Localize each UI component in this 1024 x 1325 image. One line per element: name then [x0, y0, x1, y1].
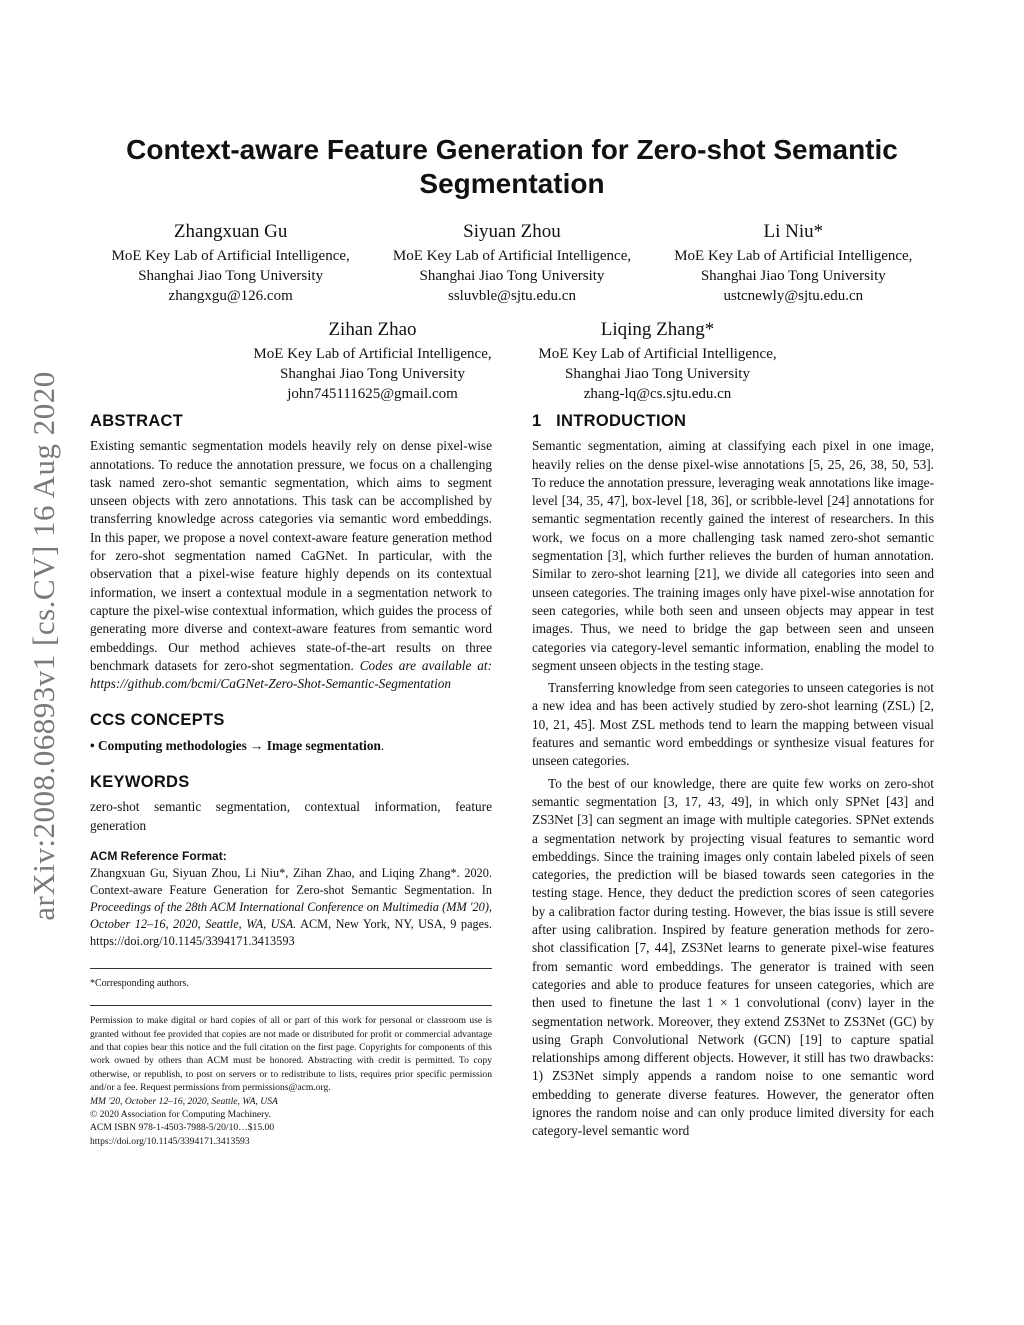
permission-text: Permission to make digital or hard copies of all or part of this work for personal or classroom use is granted without fee provided that copies are not made or distributed for profit or commercial advantage and that copies bear this notice and the full citation on the first page. Copyrights for components of this work owned by others than ACM must be honored. Abstracting with credit is permitted. To copy otherwise, or republish, to post on servers or to redistribute to lists, requires prior specific permission and/or a fee. Request permissions from permissions@acm.org.: [90, 1015, 492, 1094]
corresponding-footnote: *Corresponding authors.: [90, 978, 189, 990]
author-block: [393, 220, 631, 306]
acm-reference-venue: Proceedings of the 28th ACM International Conference on Multimedia (MM '20), October 12–16, 2020, Seattle, WA, USA.: [90, 900, 492, 932]
intro-paragraph-1: Semantic segmentation, aiming at classifying each pixel in one image, heavily relies on the dense pixel-wise annotations [5, 25, 26, 38, 50, 53]. To reduce the annotation pressure, leveraging weak annotations like image-level [34, 35, 47], box-level [18, 36], or scribble-level [24] annotations for semantic segmentation recently gained the interest of researchers. In this work, we focus on a more challenging task named zero-shot semantic segmentation [3], which further relieves the burden of human annotation. Similar to zero-shot learning [21], we divide all categories into seen and unseen categories. The training images only have pixel-wise annotation for seen categories, while both seen and unseen objects may appear in test images. Thus, we need to bridge the gap between seen and unseen categories via category-level semantic information, enabling the model to segment unseen objects in the testing stage.: [532, 438, 934, 673]
author-name: Zihan Zhao: [328, 319, 417, 340]
author-university: Shanghai Jiao Tong University: [419, 268, 605, 284]
author-email[interactable]: ustcnewly@sjtu.edu.cn: [723, 288, 864, 304]
footnote-divider: [90, 968, 492, 969]
author-university: Shanghai Jiao Tong University: [280, 366, 465, 382]
arxiv-identifier: [24, 346, 64, 946]
author-email[interactable]: zhang-lq@cs.sjtu.edu.cn: [583, 386, 732, 402]
acm-reference-heading: ACM Reference Format:: [90, 848, 227, 863]
right-column: [532, 412, 934, 1141]
permission-doi[interactable]: https://doi.org/10.1145/3394171.3413593: [90, 1135, 250, 1147]
permission-block: [90, 1014, 492, 1148]
intro-paragraph-2: Transferring knowledge from seen categories to unseen categories is not a new idea and has been actively studied by zero-shot learning (ZSL) [2, 10, 21, 45]. Most ZSL methods tend to learn the mapping between visual features and semantic word embeddings or synthesize visual features for unseen categories.: [532, 680, 934, 769]
abstract-heading: ABSTRACT: [90, 412, 184, 430]
author-affiliation: MoE Key Lab of Artificial Intelligence,: [253, 346, 492, 362]
permission-divider: [90, 1005, 492, 1006]
intro-paragraph-3: To the best of our knowledge, there are quite few works on zero-shot semantic segmentation [3, 17, 43, 49], in which only SPNet [43] and ZS3Net [3] can segment an image with multiple categories. SPNet extends a segmentation network by projecting visual features to semantic word embeddings. Since the training images only contain labeled pixels of seen categories, the prediction will be biased towards seen categories in the testing stage. Hence, they deduct the prediction scores of seen categories by a calibration factor during testing. However, the bias issue is still severe after using calibration. Inspired by feature generation methods for zero-shot classification [7, 44], ZS3Net learns to generate pixel-wise features from semantic word embeddings. The generator is trained with seen categories and able to produce features for unseen categories, which are then used to finetune the last 1 × 1 convolutional (conv) layer in the segmentation network. Moreover, they extend ZS3Net to ZS3Net (GC) by using Graph Convolutional Network (GCN) [19] to capture spatial relationships among different objects. However, it still has two drawbacks: 1) ZS3Net simply appends a random noise to one semantic word embedding to generate diverse features. However, the generator often ignores the random noise and can only produce limited diversity for each category-level semantic word: [532, 775, 934, 1139]
author-affiliation: MoE Key Lab of Artificial Intelligence,: [392, 248, 632, 264]
left-column: [90, 412, 492, 1148]
ccs-concept: • Computing methodologies → Image segmentation: [90, 737, 381, 753]
author-block: [253, 318, 491, 404]
author-university: Shanghai Jiao Tong University: [700, 268, 886, 284]
author-name: Liqing Zhang*: [600, 319, 715, 340]
paper-title: Context-aware Feature Generation for Zero-shot Semantic Segmentation: [126, 134, 898, 199]
author-university: Shanghai Jiao Tong University: [138, 268, 324, 284]
author-affiliation: MoE Key Lab of Artificial Intelligence,: [111, 248, 350, 264]
author-email[interactable]: zhangxgu@126.com: [168, 288, 293, 304]
author-affiliation: MoE Key Lab of Artificial Intelligence,: [538, 346, 777, 362]
ccs-heading: CCS CONCEPTS: [90, 711, 225, 730]
abstract-text: [90, 437, 492, 693]
acm-reference-citation: Zhangxuan Gu, Siyuan Zhou, Li Niu*, Zihan Zhao, and Liqing Zhang*. 2020. Context-aware Feature Generation for Zero-shot Semantic Segmentation. In: [90, 866, 492, 898]
author-block: [112, 220, 350, 306]
author-block: [538, 318, 776, 404]
permission-isbn: ACM ISBN 978-1-4503-7988-5/20/10…$15.00: [90, 1122, 275, 1134]
arxiv-identifier-text: arXiv:2008.06893v1 [cs.CV] 16 Aug 2020: [26, 371, 61, 921]
abstract-codes-link[interactable]: Codes are available at: https://github.com/bcmi/CaGNet-Zero-Shot-Semantic-Segmentation: [90, 657, 492, 692]
keywords-heading: KEYWORDS: [90, 773, 190, 792]
acm-reference-doi[interactable]: ACM, New York, NY, USA, 9 pages. https://doi.org/10.1145/3394171.3413593: [90, 917, 492, 949]
author-name: Zhangxuan Gu: [173, 221, 288, 242]
author-affiliation: MoE Key Lab of Artificial Intelligence,: [674, 248, 913, 264]
permission-venue: MM '20, October 12–16, 2020, Seattle, WA, USA: [90, 1095, 278, 1107]
author-email[interactable]: john745111625@gmail.com: [287, 386, 458, 402]
author-row-1: [90, 220, 934, 306]
author-block: [674, 220, 912, 306]
author-name: Li Niu*: [763, 221, 824, 242]
keywords-text: zero-shot semantic segmentation, contextual information, feature generation: [90, 799, 492, 833]
introduction-heading: 1 INTRODUCTION: [532, 412, 687, 430]
author-name: Siyuan Zhou: [463, 221, 561, 242]
author-university: Shanghai Jiao Tong University: [565, 366, 750, 382]
ccs-text: • Computing methodologies → Image segmentation.: [90, 737, 385, 753]
permission-copyright: © 2020 Association for Computing Machinery.: [90, 1109, 271, 1121]
author-row-2: [230, 318, 800, 404]
author-email[interactable]: ssluvble@sjtu.edu.cn: [448, 288, 576, 304]
abstract-body: Existing semantic segmentation models heavily rely on dense pixel-wise annotations. To reduce the annotation pressure, we focus on a challenging task named zero-shot semantic segmentation, which aims to segment unseen objects with zero annotations. This task can be accomplished by transferring knowledge across categories via semantic word embeddings. In this paper, we propose a novel context-aware feature generation method for zero-shot segmentation named CaGNet. In particular, with the observation that a pixel-wise feature highly depends on its contextual information, we insert a contextual module in a segmentation network to capture the pixel-wise contextual information, which guides the process of generating more diverse and context-aware features from semantic word embeddings. Our method achieves state-of-the-art results on three benchmark datasets for zero-shot segmentation.: [90, 438, 492, 673]
acm-reference-text: [90, 865, 492, 950]
